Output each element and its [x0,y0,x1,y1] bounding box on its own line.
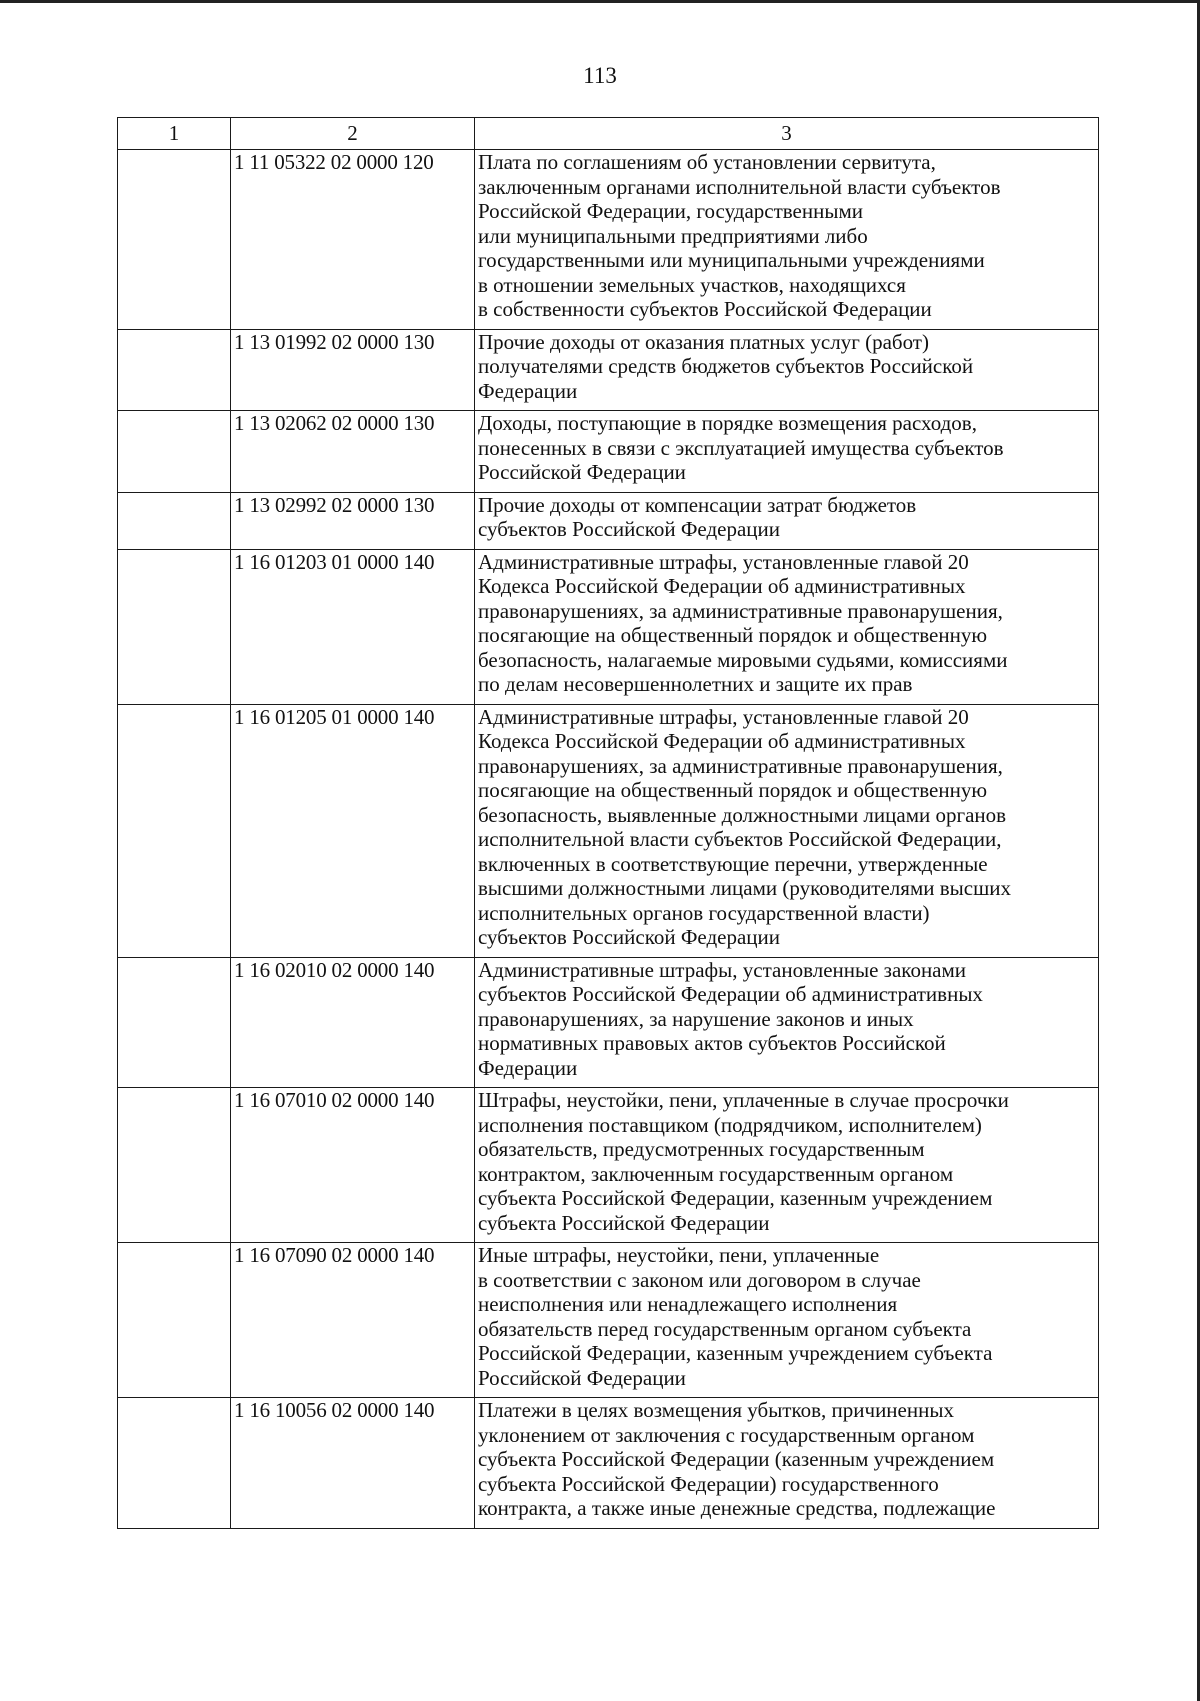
description-line: Административные штрафы, установленные главой 20 [478,549,969,574]
revenue-code-cell: 1 16 07090 02 0000 140 [231,1243,475,1398]
table-body [118,150,1099,1529]
description-line: исполнительных органов государственной власти) [478,900,930,925]
description-line: Прочие доходы от компенсации затрат бюджетов [478,492,917,517]
revenue-code-cell: 1 16 01203 01 0000 140 [231,549,475,704]
description-line: правонарушениях, за нарушение законов и иных [478,1006,914,1031]
description-cell [475,1243,1099,1398]
description-line: неисполнения или ненадлежащего исполнения [478,1292,898,1316]
table-row [118,411,1099,493]
description-cell [475,1398,1099,1529]
table-row [118,549,1099,704]
description-line: Платежи в целях возмещения убытков, причиненных [478,1398,954,1422]
description-line: Российской Федерации [478,1365,686,1390]
revenue-codes-table [117,117,1099,1529]
description-line: субъекта Российской Федерации (казенным учреждением [478,1447,995,1471]
description-line: Российской Федерации, казенным учреждением субъекта [478,1341,993,1365]
description-line: посягающие на общественный порядок и общественную [478,778,988,802]
description-cell [475,492,1099,549]
description-line: Федерации [478,1055,578,1080]
row-number-cell [118,1243,231,1398]
revenue-code-cell: 1 16 10056 02 0000 140 [231,1398,475,1529]
description-line: уклонением от заключения с государственным органом [478,1422,975,1447]
description-line: Федерации [478,378,578,403]
row-number-cell [118,704,231,957]
description-line: Российской Федерации, государственными [478,199,863,223]
page-number: 113 [583,63,617,88]
row-number-cell [118,549,231,704]
revenue-code-cell: 1 16 07010 02 0000 140 [231,1088,475,1243]
description-line: Российской Федерации [478,460,686,484]
description-line: Штрафы, неустойки, пени, уплаченные в случае просрочки [478,1088,1009,1112]
description-line: в соответствии с законом или договором в случае [478,1267,921,1292]
description-line: понесенных в связи с эксплуатацией имущества субъектов [478,435,1004,460]
description-line: Кодекса Российской Федерации об административных [478,729,966,753]
description-line: субъектов Российской Федерации [478,517,781,541]
description-line: Иные штрафы, неустойки, пени, уплаченные [478,1243,880,1267]
revenue-code-cell: 1 11 05322 02 0000 120 [231,150,475,330]
row-number-cell [118,492,231,549]
table-row [118,329,1099,411]
revenue-code-cell: 1 13 02992 02 0000 130 [231,492,475,549]
description-line: субъекта Российской Федерации [478,1210,770,1235]
description-line: государственными или муниципальными учреждениями [478,248,985,272]
table-row [118,1088,1099,1243]
description-line: исполнительной власти субъектов Российской Федерации, [478,827,1002,851]
table-row [118,957,1099,1088]
row-number-cell [118,1088,231,1243]
page-border-top [0,0,1200,3]
revenue-code-cell: 1 16 02010 02 0000 140 [231,957,475,1088]
description-line: Доходы, поступающие в порядке возмещения расходов, [478,411,977,435]
description-line: посягающие на общественный порядок и общественную [478,623,988,647]
table-row [118,704,1099,957]
description-line: получателями средств бюджетов субъектов Российской [478,354,974,378]
description-line: безопасность, выявленные должностными лицами органов [478,802,1007,827]
table-row [118,1398,1099,1529]
table-row [118,150,1099,330]
table-header-row [118,118,1099,150]
description-cell [475,1088,1099,1243]
description-line: Административные штрафы, установленные законами [478,957,967,982]
description-line: высшими должностными лицами (руководителями высших [478,876,1011,900]
description-line: правонарушениях, за административные правонарушения, [478,753,1003,778]
row-number-cell [118,150,231,330]
description-cell [475,704,1099,957]
description-line: Кодекса Российской Федерации об административных [478,574,966,598]
description-line: контрактом, заключенным государственным органом [478,1161,954,1186]
description-cell [475,957,1099,1088]
description-cell [475,150,1099,330]
row-number-cell [118,329,231,411]
description-line: Административные штрафы, установленные главой 20 [478,704,969,729]
description-line: обязательств перед государственным органом субъекта [478,1316,972,1341]
revenue-code-cell: 1 13 02062 02 0000 130 [231,411,475,493]
row-number-cell [118,1398,231,1529]
description-line: субъекта Российской Федерации, казенным учреждением [478,1186,993,1210]
description-cell [475,411,1099,493]
row-number-cell [118,957,231,1088]
description-line: Прочие доходы от оказания платных услуг (работ) [478,329,929,354]
description-line: безопасность, налагаемые мировыми судьями, комиссиями [478,647,1008,672]
description-line: по делам несовершеннолетних и защите их прав [478,672,913,696]
revenue-code-cell: 1 13 01992 02 0000 130 [231,329,475,411]
description-line: Плата по соглашениям об установлении сервитута, [478,150,936,174]
row-number-cell [118,411,231,493]
description-line: субъектов Российской Федерации об административных [478,982,983,1006]
revenue-code-cell: 1 16 01205 01 0000 140 [231,704,475,957]
header-col-3: 3 [475,118,1099,150]
description-line: субъекта Российской Федерации) государственного [478,1471,939,1496]
description-line: контракта, а также иные денежные средства, подлежащие [478,1496,996,1520]
description-line: в собственности субъектов Российской Федерации [478,297,932,321]
description-line: в отношении земельных участков, находящихся [478,272,906,297]
description-line: заключенным органами исполнительной власти субъектов [478,174,1001,199]
description-line: правонарушениях, за административные правонарушения, [478,598,1003,623]
description-line: обязательств, предусмотренных государственным [478,1137,925,1161]
description-line: субъектов Российской Федерации [478,925,781,949]
header-col-2: 2 [231,118,475,150]
description-line: исполнения поставщиком (подрядчиком, исполнителем) [478,1112,982,1137]
table-row [118,492,1099,549]
description-cell [475,329,1099,411]
description-line: включенных в соответствующие перечни, утвержденные [478,851,988,876]
table-row [118,1243,1099,1398]
description-line: или муниципальными предприятиями либо [478,223,868,248]
description-line: нормативных правовых актов субъектов Российской [478,1031,946,1055]
description-cell [475,549,1099,704]
header-col-1: 1 [118,118,231,150]
